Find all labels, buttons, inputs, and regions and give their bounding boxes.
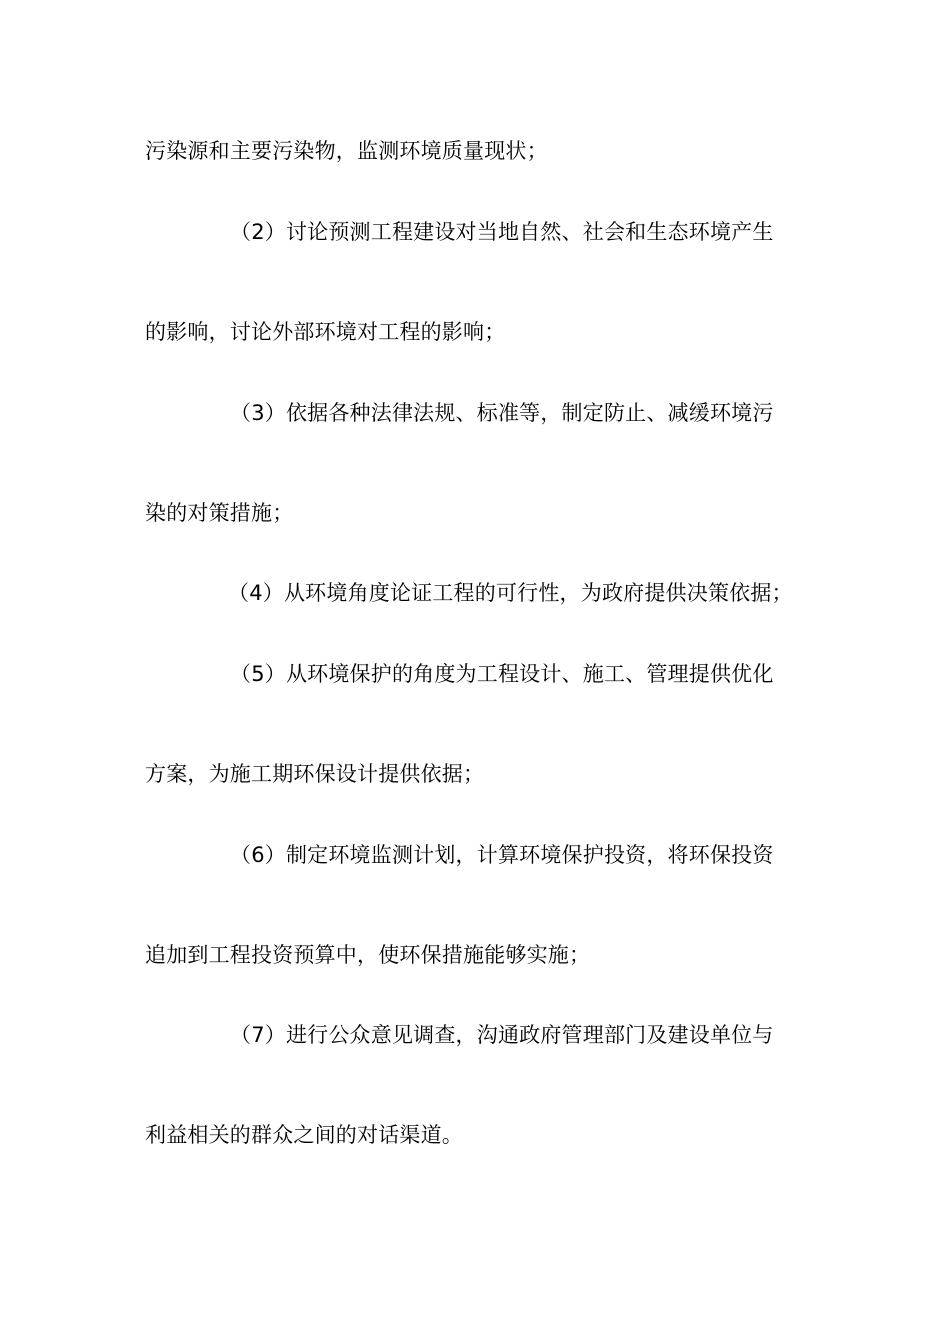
list-item-5-line-1: （5）从环境保护的角度为工程设计、施工、管理提供优化: [230, 662, 774, 686]
list-item-7-line-1: （7）进行公众意见调查，沟通政府管理部门及建设单位与: [230, 1023, 774, 1047]
paragraph-line: 污染源和主要污染物，监测环境质量现状；: [145, 139, 548, 163]
list-item-3-line-1: （3）依据各种法律法规、标准等，制定防止、减缓环境污: [230, 401, 774, 425]
list-item-7-line-2: 利益相关的群众之间的对话渠道。: [145, 1123, 463, 1147]
list-item-6-line-1: （6）制定环境监测计划，计算环境保护投资，将环保投资: [230, 843, 774, 867]
list-item-2-line-1: （2）讨论预测工程建设对当地自然、社会和生态环境产生: [230, 220, 774, 244]
list-item-3-line-2: 染的对策措施；: [145, 501, 294, 525]
list-item-5-line-2: 方案，为施工期环保设计提供依据；: [145, 762, 485, 786]
list-item-6-line-2: 追加到工程投资预算中，使环保措施能够实施；: [145, 943, 591, 967]
list-item-2-line-2: 的影响，讨论外部环境对工程的影响；: [145, 320, 506, 344]
list-item-4-line-1: （4）从环境角度论证工程的可行性，为政府提供决策依据；: [228, 581, 793, 605]
